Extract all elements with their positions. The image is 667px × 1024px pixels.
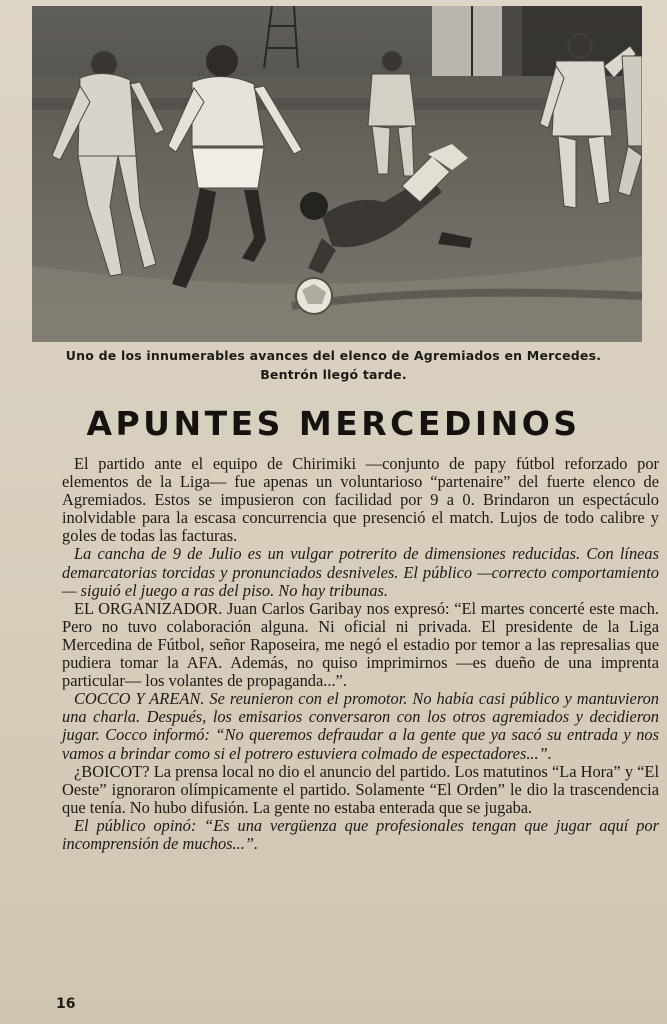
paragraph-field: La cancha de 9 de Julio es un vulgar potrerito de dimensiones reducidas. Con líneas demarcatorias torcidas y pronunciados desniveles. El público —correcto comportamiento— siguió el juego a ras del piso. No hay tribunas. — [62, 544, 659, 600]
headline: APUNTES MERCEDINOS — [86, 404, 581, 443]
paragraph-organizer — [62, 600, 659, 690]
match-photo-illustration — [32, 6, 642, 342]
paragraph-match: El partido ante el equipo de Chirimiki —conjunto de papy fútbol reforzado por elementos de la Liga— fue apenas un voluntarioso “partenaire” del fuerte elenco de Agremiados. Estos se impusieron con facilidad por 9 a 0. Brindaron un espectáculo inolvidable para la escasa concurrencia que presenció el match. Lujos de todo calibre y goles de todas las facturas. — [62, 454, 659, 546]
page-number: 16 — [56, 996, 76, 1012]
lead-boicot: ¿BOICOT? — [74, 761, 150, 781]
paragraph-public: El público opinó: “Es una vergüenza que profesionales tengan que jugar aquí por incomprensión de muchos...”. — [62, 815, 659, 853]
text-boicot: La prensa local no dio el anuncio del partido. Los matutinos “La Hora” y “El Oeste” ignoraron olímpicamente el partido. Solamente “El Orden” le dio la trascendencia que tenía. No hubo difusión. La gente no estaba enterada que se jugaba. — [62, 761, 659, 817]
article-body — [62, 455, 659, 853]
match-photo — [32, 6, 642, 342]
caption-line-2: Bentrón llegó tarde. — [260, 367, 407, 382]
lead-cocco-arean: COCCO Y AREAN. — [74, 689, 205, 709]
football — [296, 278, 332, 314]
lead-organizer: EL ORGANIZADOR. — [74, 598, 223, 618]
paragraph-boicot — [62, 763, 659, 817]
photo-caption — [20, 346, 647, 384]
caption-line-1: Uno de los innumerables avances del elenco de Agremiados en Mercedes. — [65, 348, 602, 363]
text-cocco-arean: Se reunieron con el promotor. No había casi público y mantuvieron una charla. Después, los emisarios conversaron con los otros agremiados y decidieron jugar. Cocco informó: “No queremos defraudar a la gente que ya sacó su entrada y nos vamos a brindar como si el potrero estuviera colmado de espectadores...”. — [62, 689, 659, 763]
paragraph-cocco-arean — [62, 690, 659, 762]
text-organizer: Juan Carlos Garibay nos expresó: “El martes concerté este mach. Pero no tuvo colaboración alguna. Ni oficial ni privada. El presidente de la Liga Mercedina de Fútbol, señor Raposeira, me negó el estadio por temor a las represalias que pudiera tomar la AFA. Además, no quiso imprimirnos —es dueño de una imprenta particular— los volantes de propaganda...”. — [62, 598, 659, 691]
